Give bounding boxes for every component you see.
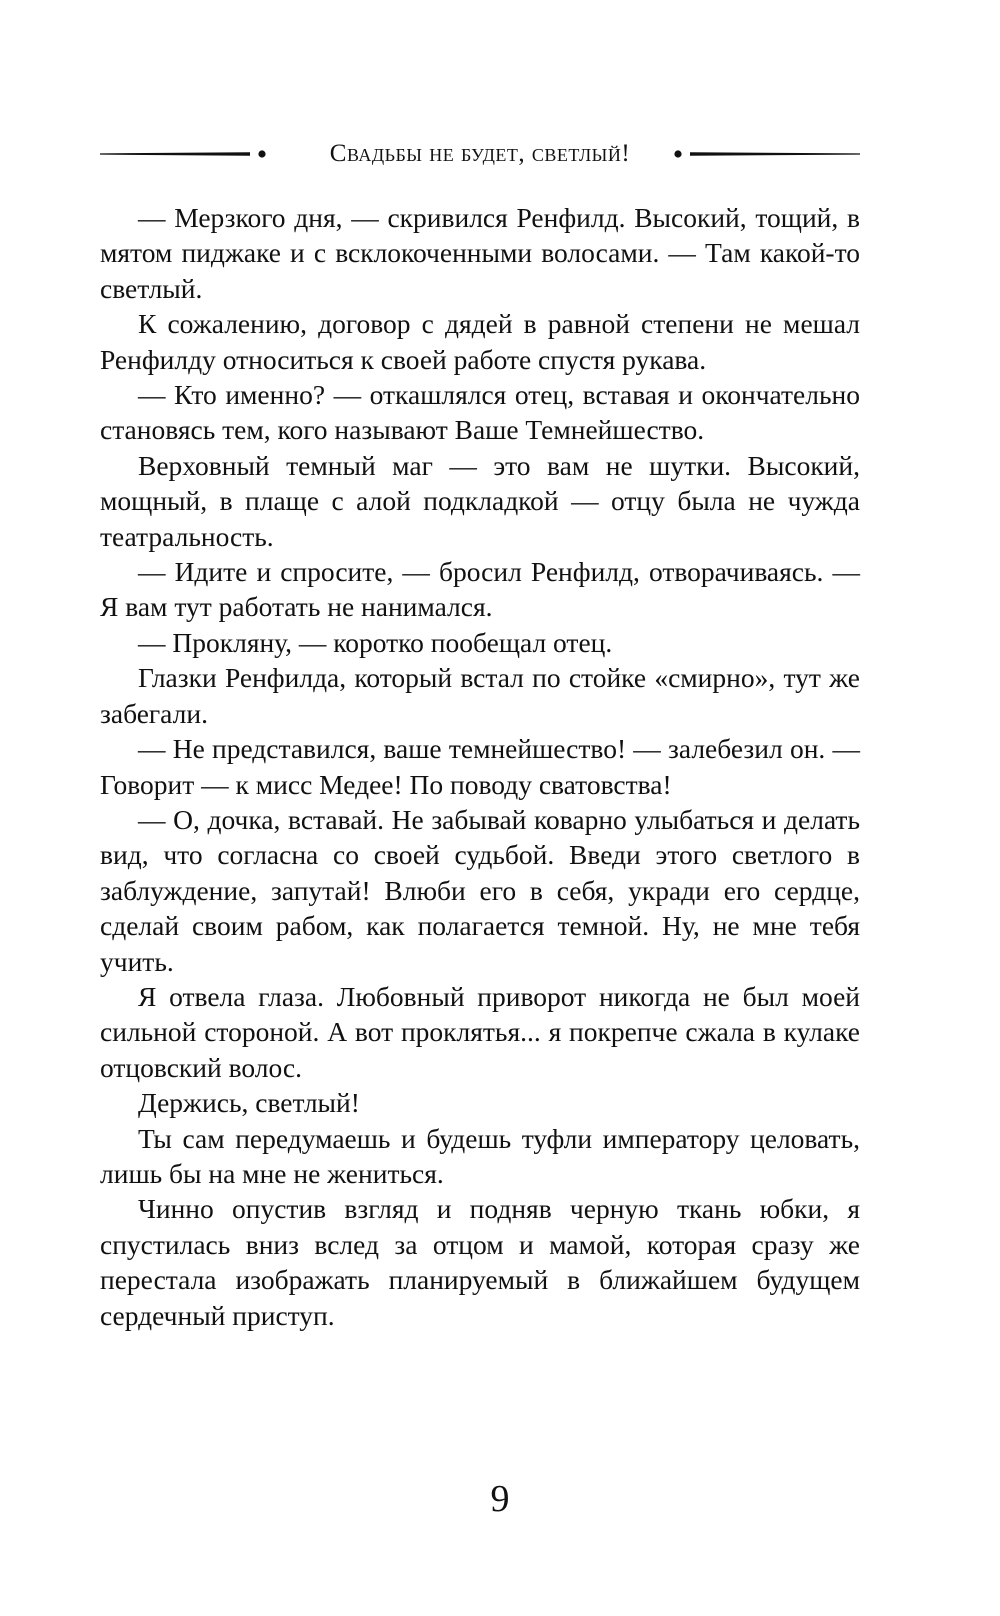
- paragraph: — Не представился, ваше темнейшество! — залебезил он. — Говорит — к мисс Медее! По поводу сватовства!: [100, 733, 860, 800]
- running-head-title: Свадьбы не будет, светлый!: [329, 140, 631, 167]
- paragraph: Глазки Ренфилда, который встал по стойке «смирно», тут же забегали.: [100, 662, 860, 729]
- paragraph: Верховный темный маг — это вам не шутки. Высокий, мощный, в плаще с алой подкладкой — отцу была не чужда театральность.: [100, 449, 860, 552]
- paragraph: К сожалению, договор с дядей в равной степени не мешал Ренфилду относиться к своей работе спустя рукава.: [100, 308, 860, 375]
- body-text: [100, 200, 860, 1333]
- page-number: 9: [490, 1478, 510, 1520]
- ornamental-rule-left: [100, 150, 290, 158]
- paragraph: — Прокляну, — коротко пообещал отец.: [138, 626, 613, 658]
- paragraph: Держись, светлый!: [138, 1087, 360, 1119]
- paragraph: Я отвела глаза. Любовный приворот никогда не был моей сильной стороной. А вот проклятья... я покрепче сжала в кулаке отцовский волос.: [100, 980, 860, 1083]
- paragraph: Чинно опустив взгляд и подняв черную ткань юбки, я спустилась вниз вслед за отцом и мамой, которая сразу же перестала изображать планируемый в ближайшем будущем сердечный приступ.: [100, 1193, 860, 1331]
- paragraph: Ты сам передумаешь и будешь туфли императору целовать, лишь бы на мне не жениться.: [100, 1122, 860, 1189]
- paragraph: — Кто именно? — откашлялся отец, вставая и окончательно становясь тем, кого называют Ваше Темнейшество.: [100, 379, 860, 446]
- paragraph: — Идите и спросите, — бросил Ренфилд, отворачиваясь. — Я вам тут работать не нанимался.: [100, 556, 860, 623]
- running-head: [100, 126, 860, 182]
- ornamental-rule-right: [670, 150, 860, 158]
- paragraph: — О, дочка, вставай. Не забывай коварно улыбаться и делать вид, что согласна со своей судьбой. Введи этого светлого в заблуждение, запутай! Влюби его в себя, укради его сердце, сделай своим рабом, как полагается темной. Ну, не мне тебя учить.: [100, 803, 860, 977]
- paragraph: — Мерзкого дня, — скривился Ренфилд. Высокий, тощий, в мятом пиджаке и с всклокоченными волосами. — Там какой-то светлый.: [100, 202, 860, 304]
